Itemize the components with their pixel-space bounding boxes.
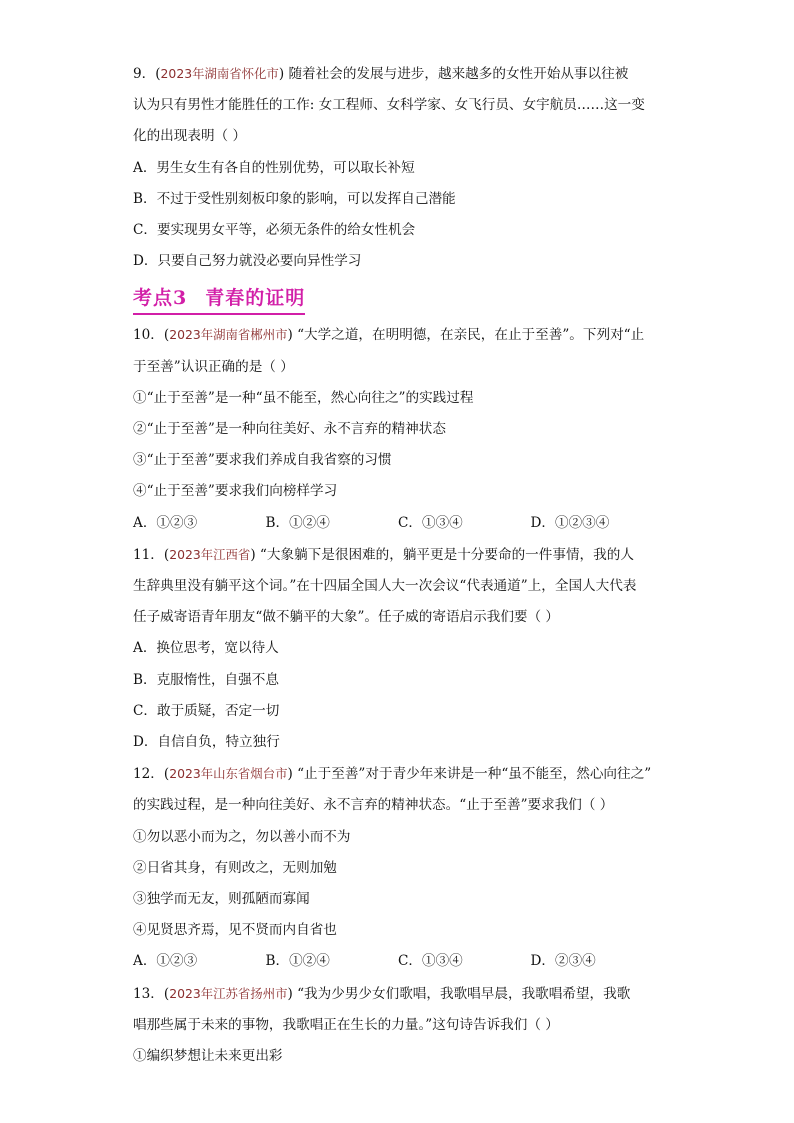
question-11 — [133, 539, 663, 758]
statement-1: ①勿以恶小而为之，勿以善小而不为 — [133, 828, 351, 845]
statement-3: ③“止于至善”要求我们养成自我省察的习惯 — [133, 452, 392, 469]
statement-4: ④“止于至善”要求我们向榜样学习 — [133, 483, 338, 500]
statement-4: ④见贤思齐焉，见不贤而内自省也 — [133, 922, 337, 939]
option-c: C．敢于质疑，否定一切 — [133, 702, 280, 719]
choice-c: C．①③④ — [398, 514, 463, 531]
question-stem-line: 任子威寄语青年朋友“做不躺平的大象”。任子威的寄语启示我们要（ ） — [133, 609, 560, 626]
choice-a: A．①②③ — [133, 953, 198, 970]
question-13 — [133, 978, 663, 1073]
question-stem-line: 于至善”认识正确的是（ ） — [133, 358, 294, 375]
choice-a: A．①②③ — [133, 514, 198, 531]
question-source: 2023年江苏省扬州市 — [169, 985, 288, 1001]
question-stem-line: 的实践过程，是一种向往美好、永不言弃的精神状态。“止于至善”要求我们（ ） — [133, 797, 614, 814]
question-source: 2023年湖南省怀化市 — [160, 66, 279, 81]
option-a: A．换位思考，宽以待人 — [133, 640, 279, 657]
option-c: C．要实现男女平等，必须无条件的给女性机会 — [133, 222, 416, 239]
option-b: B．克服惰性，自强不息 — [133, 671, 279, 688]
question-stem-line: 唱那些属于未来的事物，我歌唱正在生长的力量。”这句诗告诉我们（ ） — [133, 1016, 559, 1033]
question-stem-line: 化的出现表明（ ） — [133, 128, 247, 145]
statement-1: ①“止于至善”是一种“虽不能至，然心向往之”的实践过程 — [133, 389, 474, 406]
option-d: D．只要自己努力就没必要向异性学习 — [133, 253, 362, 270]
statement-2: ②日省其身，有则改之，无则加勉 — [133, 859, 337, 876]
choice-b: B．①②④ — [265, 953, 330, 970]
question-stem-line: 12．(2023年山东省烟台市) “止于至善”对于青少年来讲是一种“虽不能至，然心向往之” — [133, 766, 652, 783]
document-page — [133, 58, 663, 1072]
question-9 — [133, 58, 663, 277]
option-a: A．男生女生有各自的性别优势，可以取长补短 — [133, 159, 415, 176]
answer-choices — [133, 508, 663, 539]
question-stem-line: 13．(2023年江苏省扬州市) “我为少男少女们歌唱，我歌唱早晨，我歌唱希望，我歌 — [133, 985, 631, 1002]
choice-d: D．①②③④ — [530, 514, 610, 531]
question-stem-line: 认为只有男性才能胜任的工作: 女工程师、女科学家、女飞行员、女宇航员……这一变 — [133, 97, 645, 114]
choice-b: B．①②④ — [265, 514, 330, 531]
question-stem-line: 生辞典里没有躺平这个词。”在十四届全国人大一次会议“代表通道”上，全国人大代表 — [133, 578, 637, 595]
answer-choices — [133, 946, 663, 977]
statement-2: ②“止于至善”是一种向往美好、永不言弃的精神状态 — [133, 421, 446, 438]
question-12 — [133, 758, 663, 977]
section-heading: 考点3 青春的证明 — [133, 283, 305, 315]
choice-d: D．②③④ — [530, 953, 596, 970]
choice-c: C．①③④ — [398, 953, 463, 970]
question-stem-line: 11．(2023年江西省) “大象躺下是很困难的，躺平更是十分要命的一件事情，我的人 — [133, 546, 634, 563]
question-source: 2023年江西省 — [169, 546, 251, 562]
option-d: D．自信自负，特立独行 — [133, 734, 280, 751]
option-b: B．不过于受性别刻板印象的影响，可以发挥自己潜能 — [133, 190, 456, 207]
question-source: 2023年山东省烟台市 — [169, 766, 288, 782]
question-source: 2023年湖南省郴州市 — [169, 327, 288, 343]
question-10 — [133, 319, 663, 538]
question-stem-line: 9．(2023年湖南省怀化市) 随着社会的发展与进步，越来越多的女性开始从事以往被 — [133, 66, 629, 82]
question-stem-line: 10．(2023年湖南省郴州市) “大学之道，在明明德，在亲民，在止于至善”。下列对“止 — [133, 327, 645, 344]
statement-3: ③独学而无友，则孤陋而寡闻 — [133, 891, 310, 908]
statement-1: ①编织梦想让未来更出彩 — [133, 1048, 283, 1065]
